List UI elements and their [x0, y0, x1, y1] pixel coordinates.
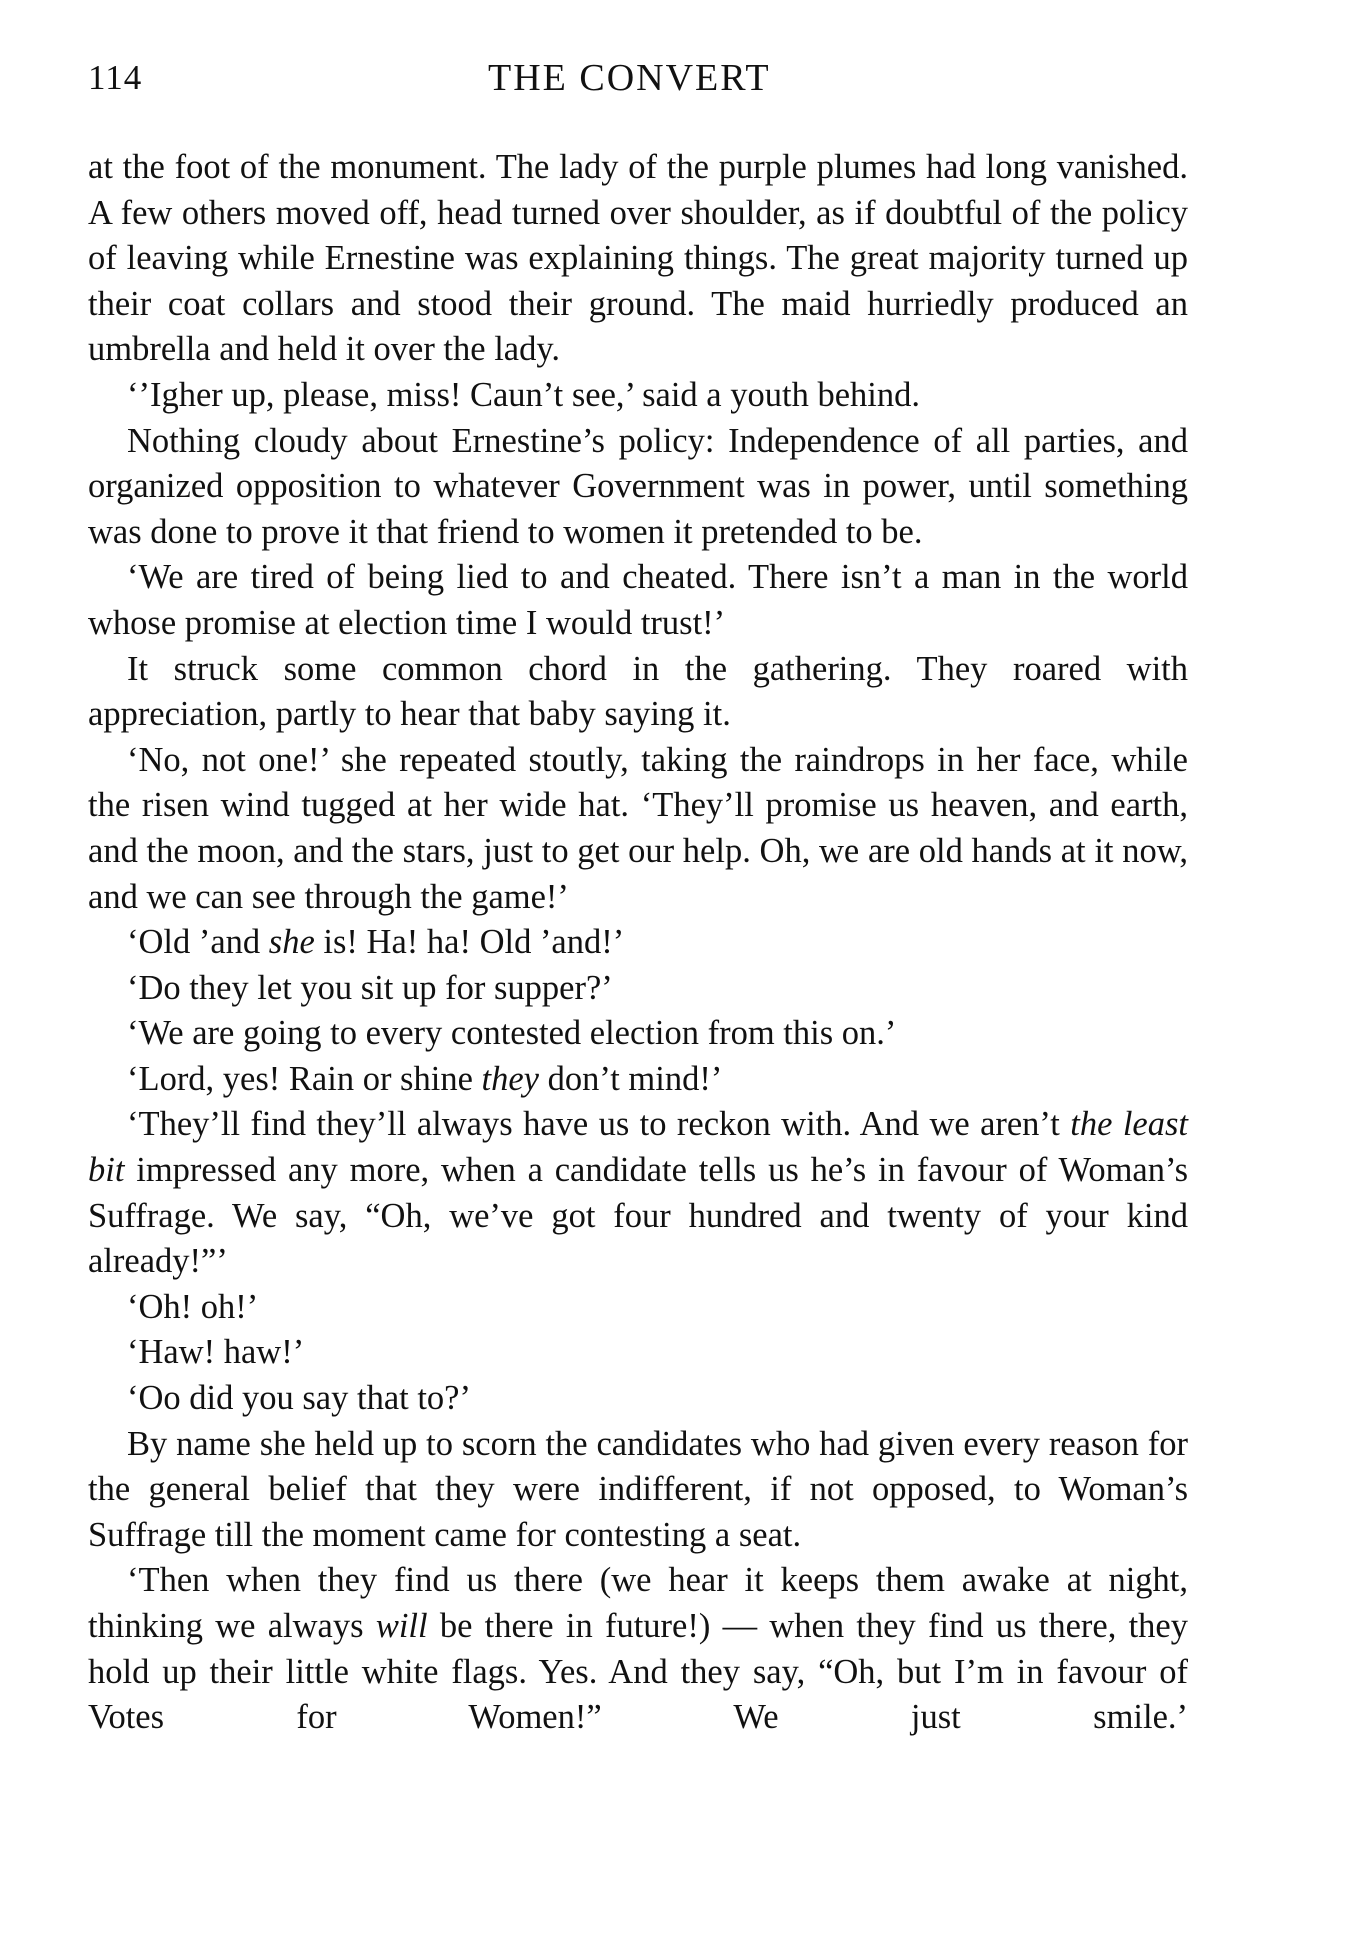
text-run: Nothing cloudy about Ernestine’s policy: Independence of all parties, and organized opposition to whatever Government was in power, until something was done to prove it that friend to women it pretended to be.	[88, 421, 1188, 551]
paragraph	[88, 373, 1188, 419]
page-number: 114	[88, 58, 143, 97]
paragraph	[88, 738, 1188, 920]
text-run: By name she held up to scorn the candidates who had given every reason for the general belief that they were indifferent, if not opposed, to Woman’s Suffrage till the moment came for contesting a seat.	[88, 1424, 1188, 1554]
text-run: ‘Lord, yes! Rain or shine	[127, 1059, 482, 1098]
paragraph	[88, 555, 1188, 646]
paragraph	[88, 1102, 1188, 1284]
paragraph	[88, 1558, 1188, 1740]
paragraph	[88, 1057, 1188, 1103]
text-run: ‘Oh! oh!’	[127, 1287, 259, 1326]
paragraph	[88, 647, 1188, 738]
paragraph	[88, 1011, 1188, 1057]
italic-run: will	[375, 1607, 428, 1645]
text-run: ‘Haw! haw!’	[127, 1333, 305, 1372]
text-run: ‘Old ’and	[127, 923, 269, 962]
italic-run: they	[481, 1059, 539, 1098]
paragraph	[88, 1422, 1188, 1559]
text-run: ‘Do they let you sit up for supper?’	[127, 968, 613, 1007]
text-run: impressed any more, when a candidate tells us he’s in favour of Woman’s Suffrage. We say, “Oh, we’ve got four hundred and twenty of your kind already!”’	[88, 1151, 1188, 1281]
text-run: ‘We are tired of being lied to and cheated. There isn’t a man in the world whose promise at election time I would trust!’	[88, 558, 1188, 642]
text-run: ‘They’ll find they’ll always have us to reckon with. And we aren’t	[127, 1105, 1071, 1144]
paragraph	[88, 419, 1188, 556]
page-header	[88, 52, 1188, 102]
paragraph	[88, 966, 1188, 1012]
running-title: THE CONVERT	[488, 57, 771, 99]
text-run: be there in future!) — when they find us there, they hold up their little white flags. Yes. And they say, “Oh, but I’m in favour of Votes for Women!” We just smile.’	[88, 1607, 1188, 1737]
italic-run: the least bit	[88, 1105, 1189, 1190]
text-run: ‘No, not one!’ she repeated stoutly, taking the raindrops in her face, while the risen wind tugged at her wide hat. ‘They’ll promise us heaven, and earth, and the moon, and the stars, just to get our help. Oh, we are old hands at it now, and we can see through the game!’	[88, 740, 1188, 916]
body-text	[88, 145, 1188, 1741]
paragraph	[88, 920, 1188, 966]
paragraph	[88, 1330, 1188, 1376]
paragraph	[88, 1285, 1188, 1331]
text-run: is! Ha! ha! Old ’and!’	[314, 923, 625, 962]
paragraph	[88, 1376, 1188, 1422]
text-run: ‘Oo did you say that to?’	[127, 1379, 471, 1418]
text-run: ‘We are going to every contested election from this on.’	[127, 1014, 897, 1053]
text-run: It struck some common chord in the gathering. They roared with appreciation, partly to hear that baby saying it.	[88, 649, 1188, 734]
italic-run: she	[268, 923, 315, 962]
text-run: ‘’Igher up, please, miss! Caun’t see,’ said a youth behind.	[127, 375, 920, 414]
paragraph	[88, 145, 1188, 373]
text-run: at the foot of the monument. The lady of the purple plumes had long vanished. A few others moved off, head turned over shoulder, as if doubtful of the policy of leaving while Ernestine was explaining things. The great majority turned up their coat collars and stood their ground. The maid hurriedly produced an umbrella and held it over the lady.	[88, 148, 1188, 369]
text-run: don’t mind!’	[538, 1059, 723, 1098]
text-run: ‘Then when they find us there (we hear it keeps them awake at night, thinking we always	[88, 1561, 1188, 1645]
